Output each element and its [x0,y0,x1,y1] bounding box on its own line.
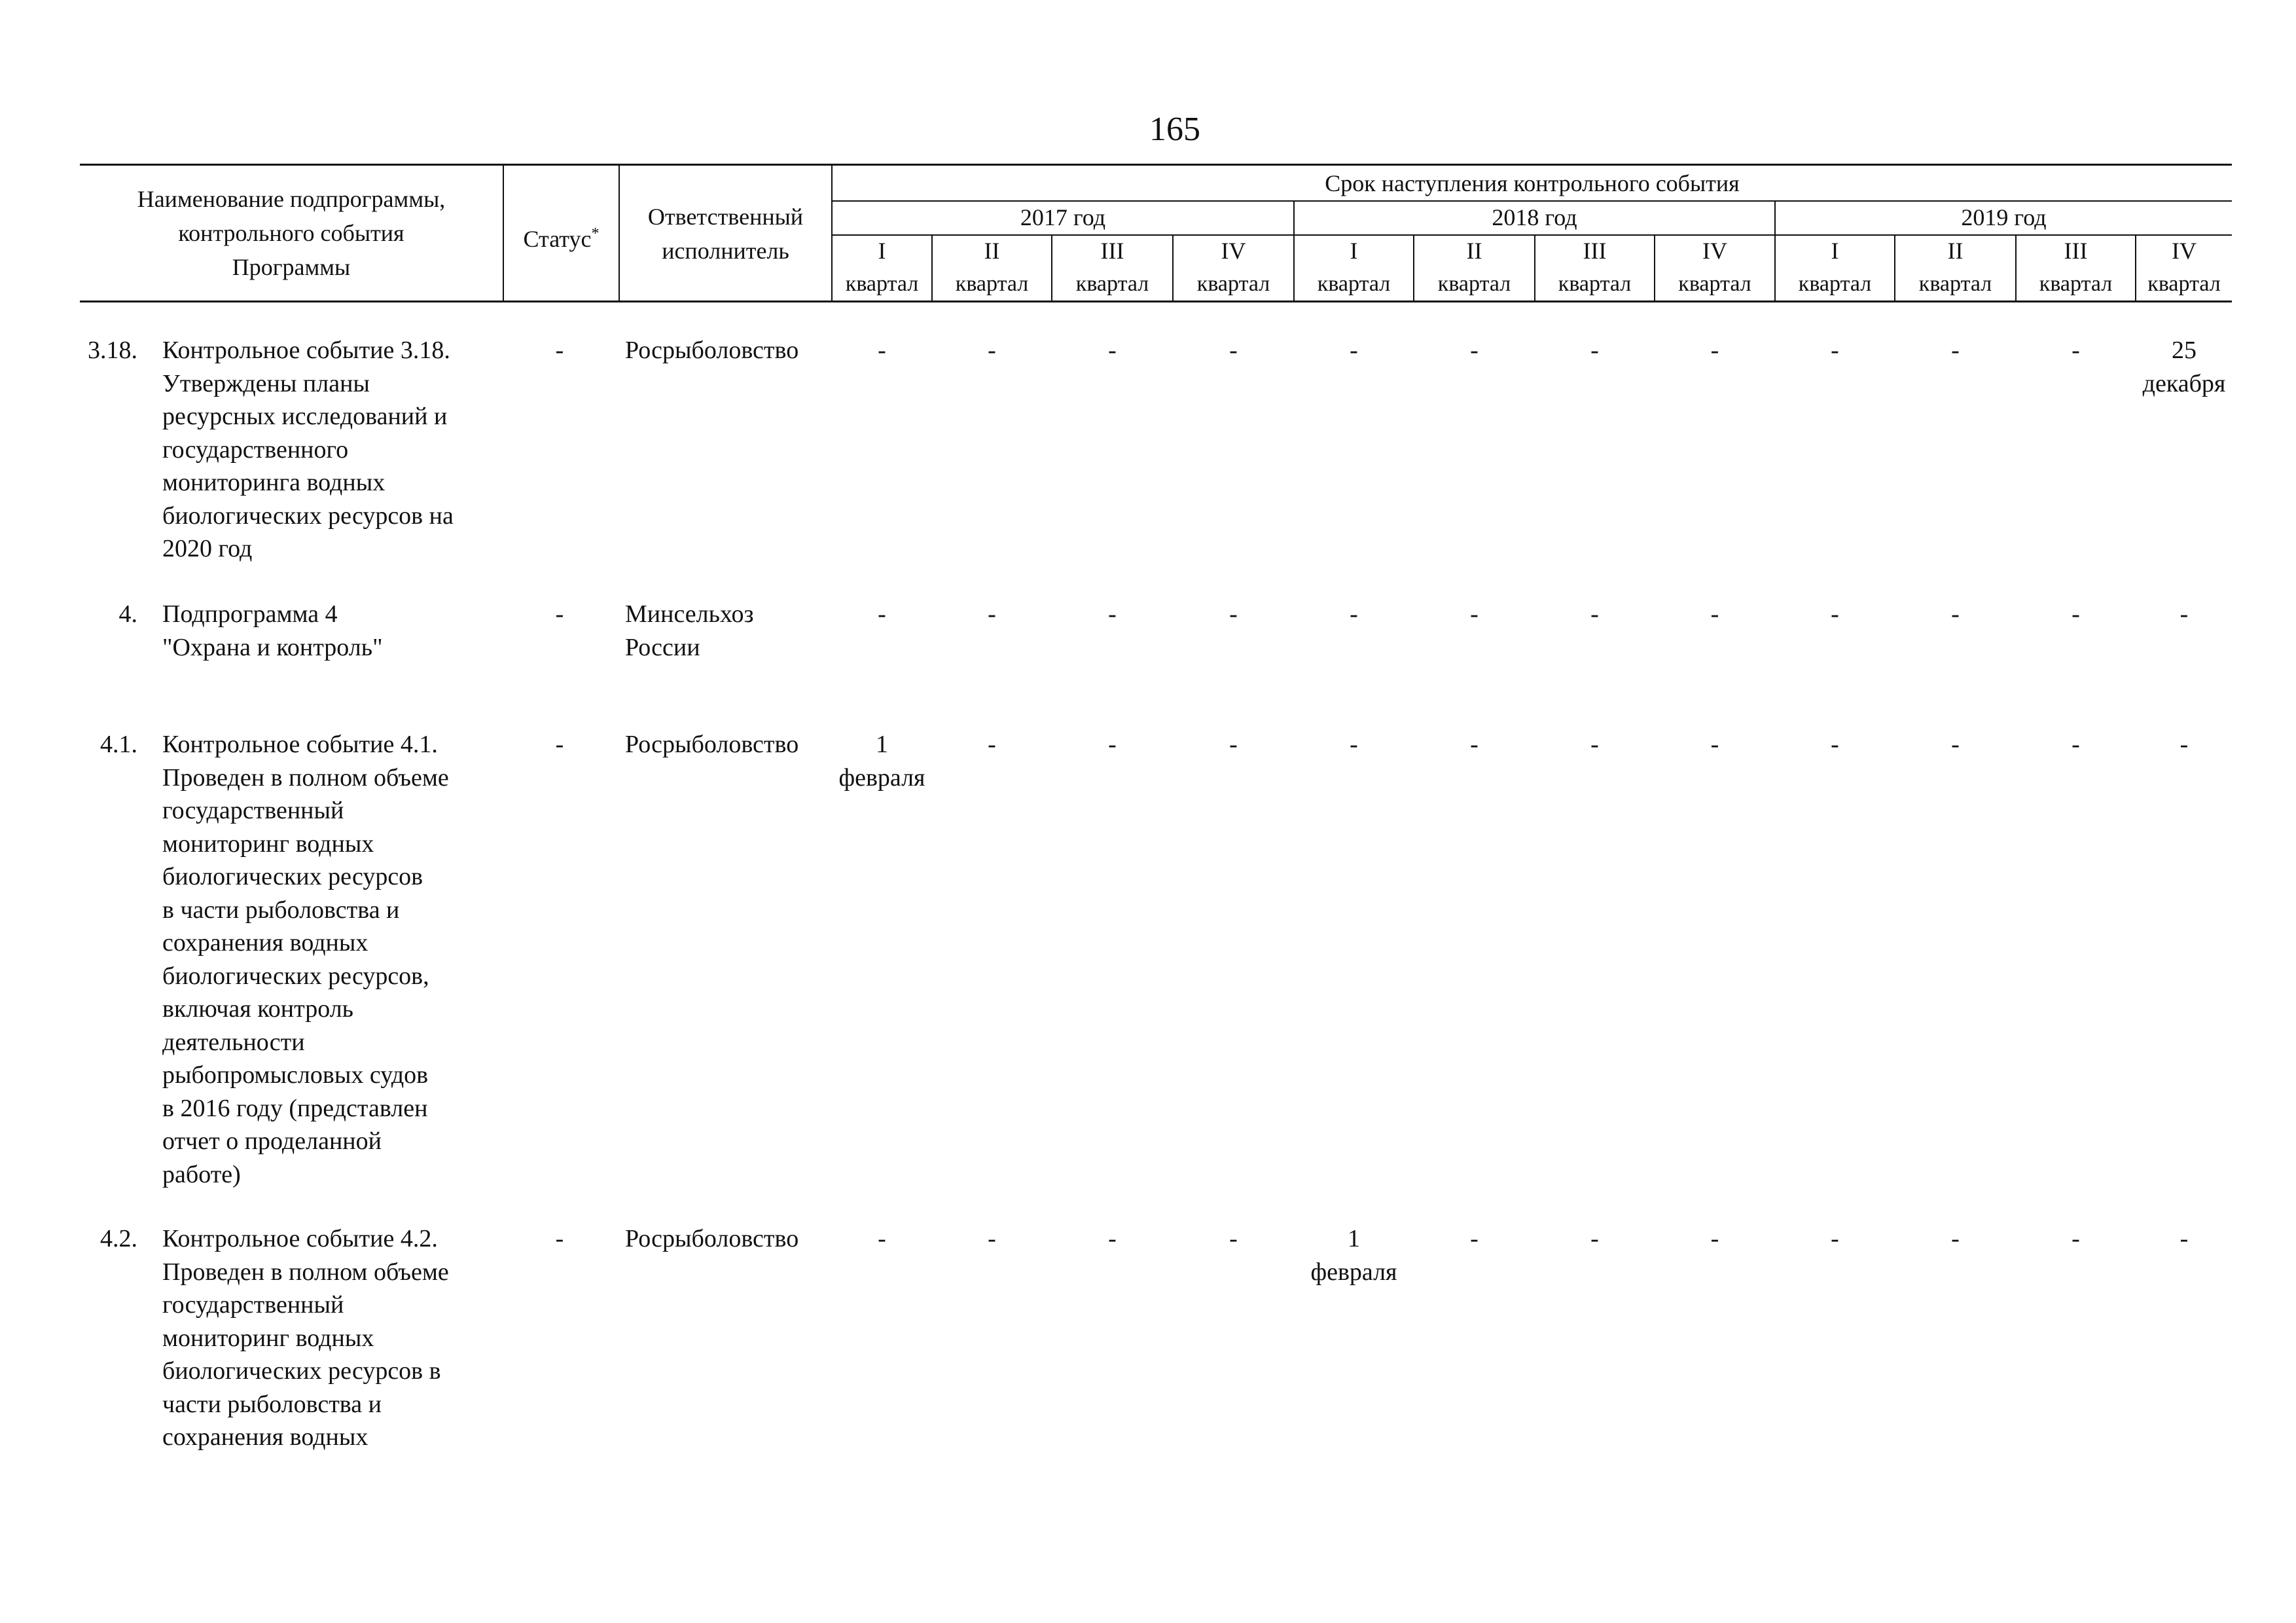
quarter-cell: - [2179,600,2189,628]
quarter-cell: - [1951,600,1960,628]
quarter-cell: - [1590,731,1599,758]
quarter-cell: - [1470,1225,1479,1252]
quarter-header-numeral: IV [2172,238,2197,264]
quarter-cell: - [1229,1225,1238,1252]
quarter-cell: 25 декабря [2142,337,2226,397]
quarter-cell: - [1350,731,1358,758]
quarter-header-word: квартал [1918,272,1992,296]
quarter-cell: - [1108,337,1117,364]
quarter-cell: - [2179,1225,2189,1252]
quarter-header-word: квартал [2147,272,2221,296]
row-status: - [555,600,564,628]
header-year-2019: 2019 год [1961,204,2047,230]
quarter-cell: - [1710,731,1719,758]
quarter-cell: - [1470,731,1479,758]
row-event-name: Подпрограмма 4 "Охрана и контроль" [162,600,383,661]
status-footnote-mark: * [591,225,600,242]
quarter-cell: - [1951,731,1960,758]
row-number: 4.2. [100,1225,137,1252]
row-executor: Росрыболовство [625,337,799,364]
quarter-cell: - [1590,1225,1599,1252]
row-status: - [555,1225,564,1252]
row-status: - [555,731,564,758]
header-year-2017: 2017 год [1020,204,1106,230]
quarter-header-numeral: IV [1221,238,1246,264]
quarter-cell: - [1108,731,1117,758]
row-status: - [555,337,564,364]
quarter-cell: - [878,337,886,364]
quarter-cell: - [1831,600,1839,628]
row-number: 4. [118,600,137,628]
quarter-cell: - [1710,337,1719,364]
row-executor: Росрыболовство [625,731,799,758]
quarter-header-numeral: III [1100,238,1124,264]
quarter-header-word: квартал [2039,272,2113,296]
quarter-header-numeral: I [1831,238,1839,264]
quarter-cell: - [1710,1225,1719,1252]
header-deadline-title: Срок наступления контрольного события [1325,170,1740,196]
quarter-cell: - [878,1225,886,1252]
quarter-cell: - [988,1225,996,1252]
row-number: 3.18. [88,337,137,364]
quarter-cell: - [1470,600,1479,628]
header-name-column: Наименование подпрограммы, контрольного события Программы [137,186,446,280]
quarter-cell: - [1951,337,1960,364]
quarter-header-word: квартал [1798,272,1872,296]
quarter-header-numeral: II [1466,238,1482,264]
quarter-header-word: квартал [845,272,919,296]
quarter-cell: 1 февраля [1310,1225,1397,1286]
quarter-cell: - [1229,600,1238,628]
quarter-header-numeral: III [2064,238,2088,264]
quarter-cell: - [1831,731,1839,758]
quarter-cell: - [1710,600,1719,628]
quarter-header-numeral: I [878,238,886,264]
quarter-header-numeral: III [1583,238,1607,264]
quarter-header-word: квартал [1437,272,1511,296]
row-event-name: Контрольное событие 4.1. Проведен в полном объеме государственный мониторинг водных биологических ресурсов в части рыболовства и сохранения водных биологических ресурсов, включая контроль деятельности рыбопромысловых судов в 2016 году (представлен отчет о проделанной работе) [162,731,449,1188]
row-executor: Росрыболовство [625,1225,799,1252]
quarter-cell: - [1590,337,1599,364]
quarter-header-numeral: II [984,238,1000,264]
quarter-cell: - [2072,731,2080,758]
quarter-header-numeral: I [1350,238,1358,264]
quarter-cell: - [988,731,996,758]
quarter-header-numeral: IV [1702,238,1727,264]
quarter-cell: - [1831,337,1839,364]
quarter-header-word: квартал [1075,272,1149,296]
row-executor: Минсельхоз России [625,600,754,661]
quarter-cell: - [2179,731,2189,758]
quarter-cell: - [878,600,886,628]
header-bottom-rule [80,301,2232,302]
quarter-header-word: квартал [1317,272,1391,296]
quarter-cell: - [1229,731,1238,758]
quarter-cell: - [1350,337,1358,364]
header-status-column: Статус* [523,225,600,252]
quarter-cell: - [1951,1225,1960,1252]
quarter-header-word: квартал [1196,272,1270,296]
row-event-name: Контрольное событие 4.2. Проведен в полном объеме государственный мониторинг водных биологических ресурсов в части рыболовства и сохранения водных [162,1225,449,1451]
years-rule [831,234,2232,236]
quarter-cell: - [1831,1225,1839,1252]
row-event-name: Контрольное событие 3.18. Утверждены планы ресурсных исследований и государственного мониторинга водных биологических ресурсов на 2020 год [162,337,454,562]
quarter-cell: - [2072,337,2080,364]
header-executor-column: Ответственный исполнитель [647,204,804,264]
quarter-cell: - [2072,1225,2080,1252]
quarter-cell: - [1108,1225,1117,1252]
quarter-cell: 1 февраля [838,731,925,792]
quarter-cell: - [1350,600,1358,628]
quarter-header-word: квартал [1558,272,1632,296]
header-top-rule [80,164,2232,166]
quarter-header-numeral: II [1947,238,1964,264]
quarter-cell: - [1470,337,1479,364]
header-year-2018: 2018 год [1492,204,1577,230]
quarter-cell: - [1229,337,1238,364]
quarter-cell: - [1108,600,1117,628]
quarter-cell: - [988,600,996,628]
quarter-cell: - [1590,600,1599,628]
quarter-header-word: квартал [1678,272,1751,296]
quarter-cell: - [2072,600,2080,628]
row-number: 4.1. [100,731,137,758]
quarter-cell: - [988,337,996,364]
quarter-header-word: квартал [955,272,1029,296]
page-number: 165 [1149,111,1200,148]
